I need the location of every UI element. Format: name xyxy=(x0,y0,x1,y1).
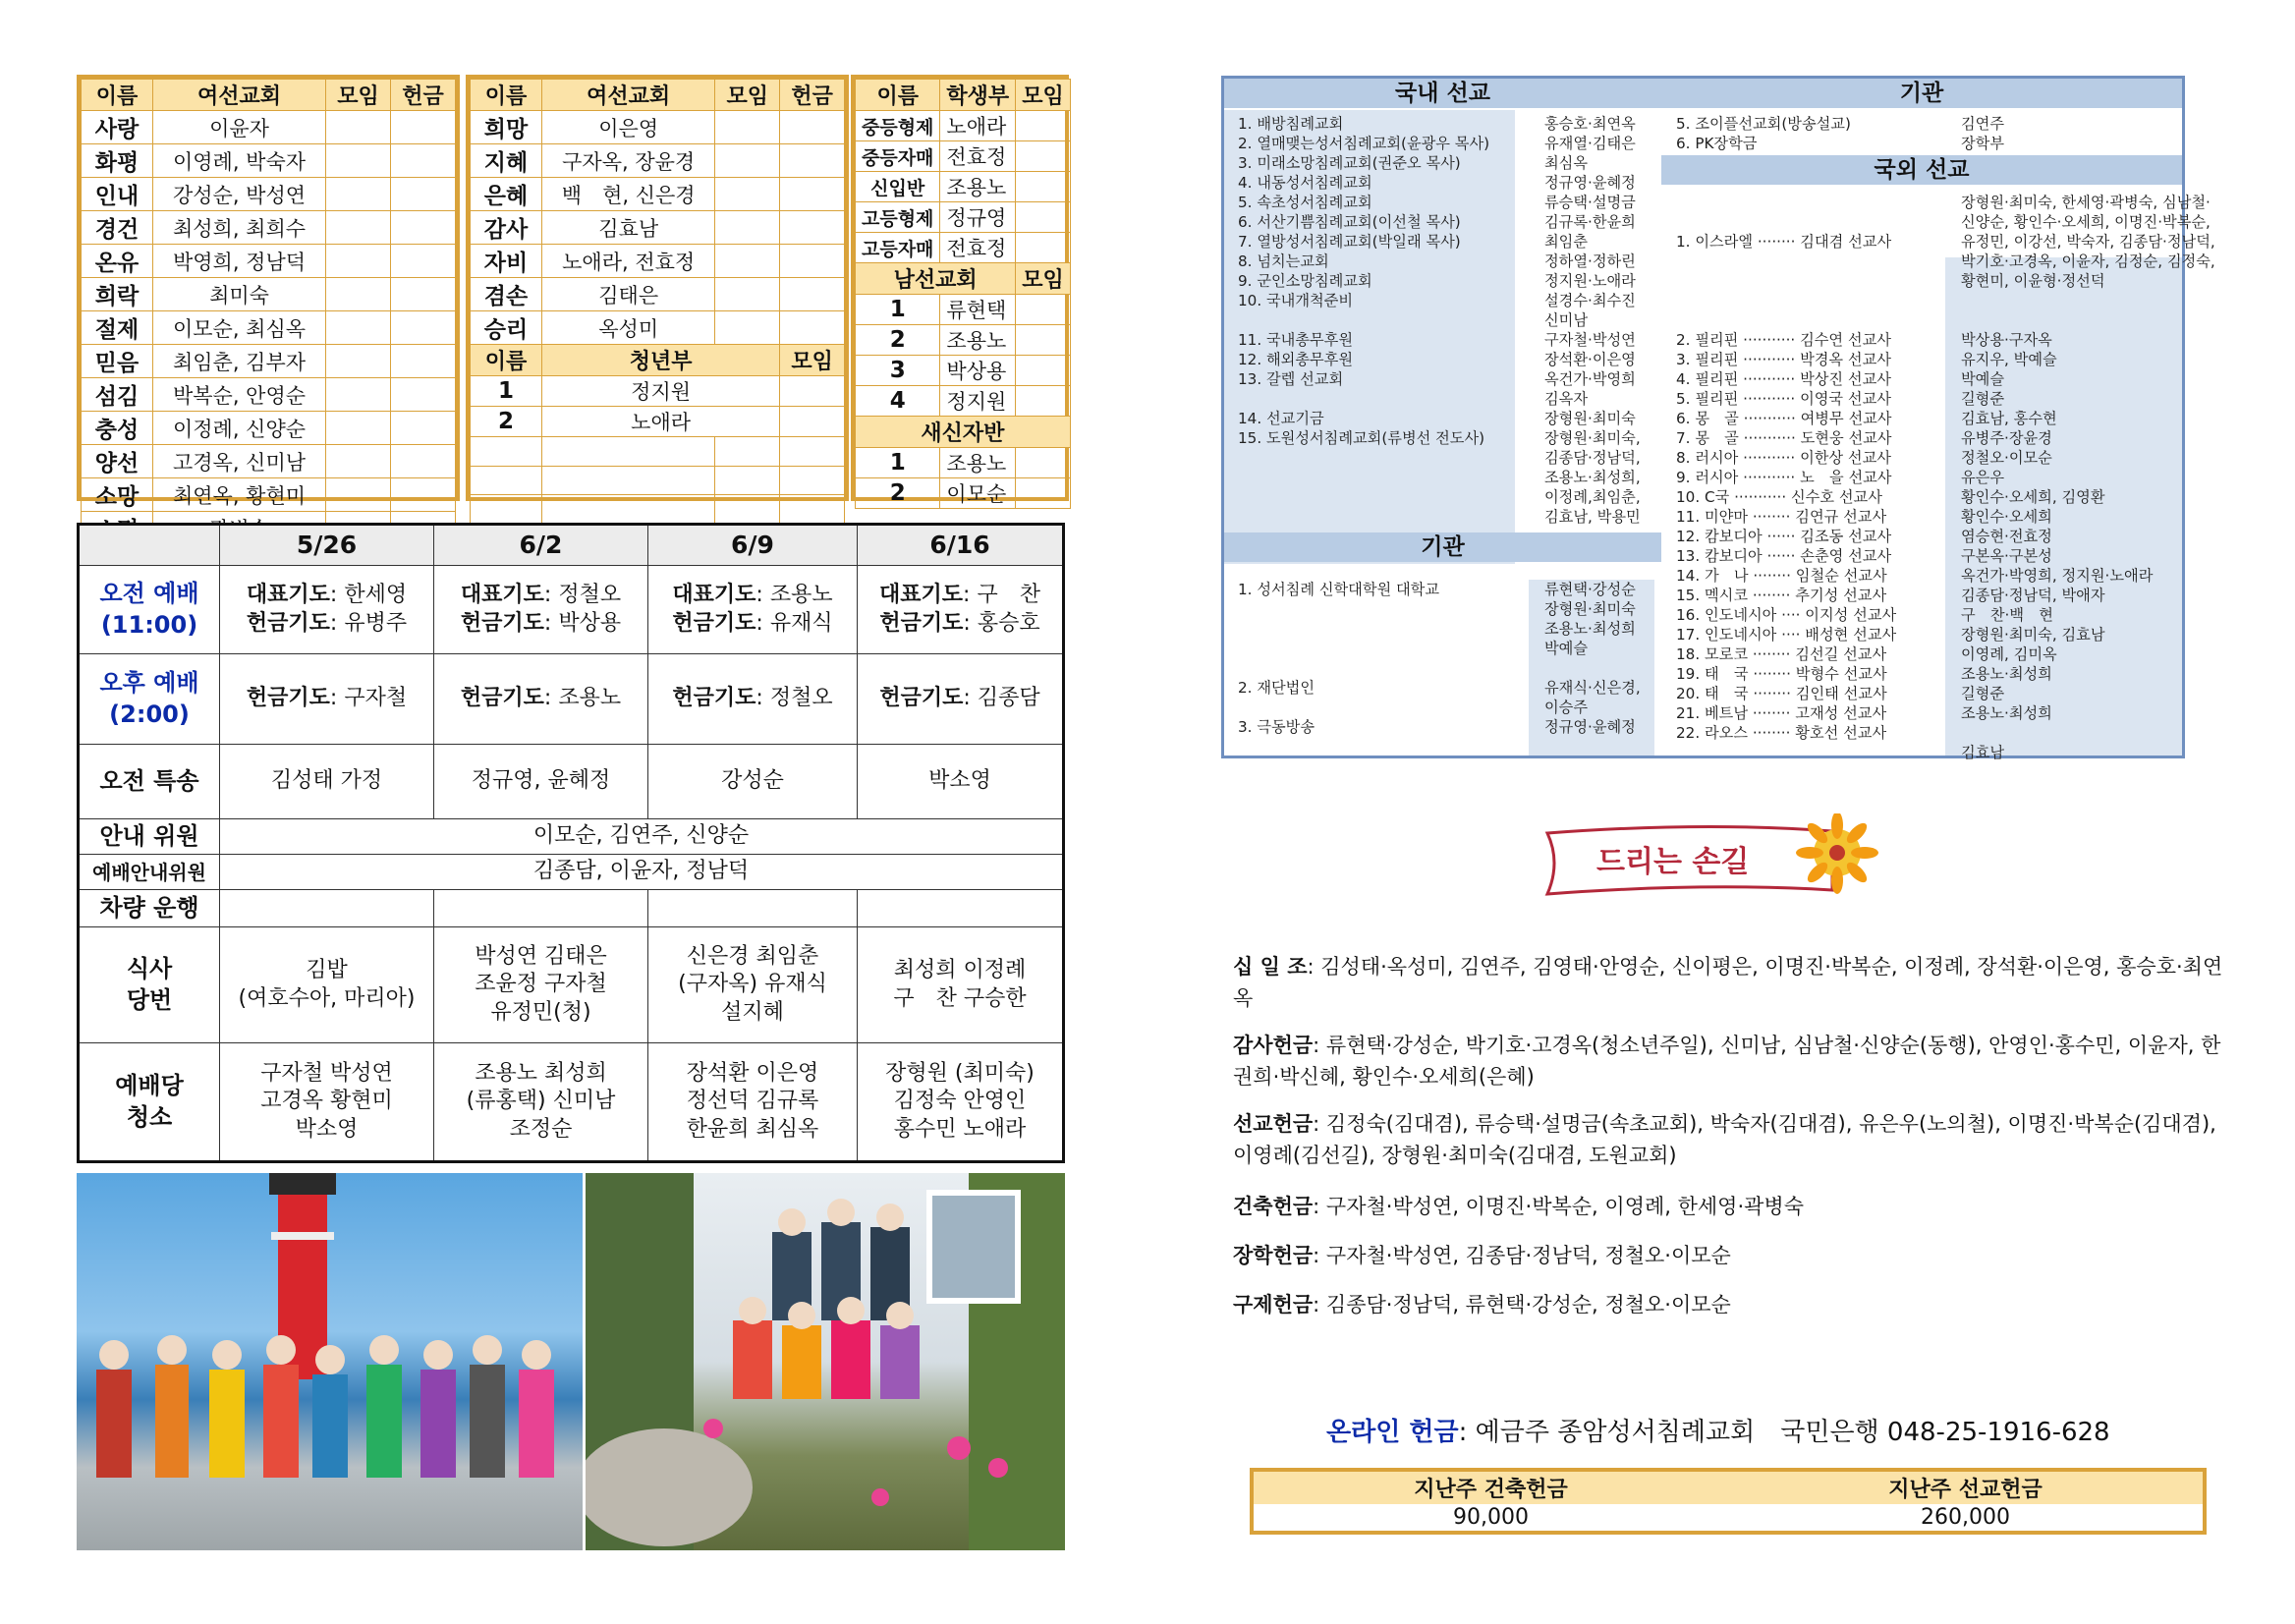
table-row xyxy=(471,178,845,211)
table-row xyxy=(82,211,456,245)
offering-prayer-label: 헌금기도 xyxy=(879,610,964,636)
morning-prayer-cell: 대표기도: 한세영 헌금기도: 유병주 xyxy=(220,566,434,654)
col-header: 남선교회 xyxy=(856,263,1016,295)
offering-names: 구자철·박성연, 김종담·정남덕, 정철오·이모순 xyxy=(1325,1244,1731,1267)
meal-duty-line: 설지혜 xyxy=(721,999,784,1025)
table-row xyxy=(82,278,456,311)
group-name: 믿음 xyxy=(82,345,153,378)
cleaning-line: 조정순 xyxy=(509,1116,573,1142)
offering-prayer-name: 유재식 xyxy=(769,610,833,636)
rep-prayer-name: 한세영 xyxy=(344,582,408,607)
group-name: 지혜 xyxy=(471,144,542,178)
col-header: 헌금 xyxy=(780,80,845,111)
organization-header: 기관 xyxy=(1661,79,2182,108)
organization-header-2: 기관 xyxy=(1224,532,1661,562)
cleaning-line: 박소영 xyxy=(295,1116,359,1142)
cleaning-cell xyxy=(434,1043,648,1162)
group-name: 4 xyxy=(856,386,940,417)
group-name: 희망 xyxy=(471,111,542,144)
offering-row: 감사헌금: 류현택·강성순, 박기호·고경옥(청소년주일), 신미남, 심남철·신양순(동행), 안영인·홍수민, 이윤자, 한권희·박신혜, 황인수·오세희(은혜) xyxy=(1233,1034,2221,1089)
meal-duty-line: 조윤정 구자철 xyxy=(475,972,607,997)
rep-prayer-name: 구 찬 xyxy=(977,582,1040,607)
offering-prayer-label: 헌금기도 xyxy=(460,610,544,636)
table-row xyxy=(856,172,1071,202)
last-week-offering-table xyxy=(1250,1468,2207,1535)
offering-prayer-label: 헌금기도 xyxy=(672,686,756,711)
col-header: 이름 xyxy=(471,345,542,376)
member-names: 김효남 xyxy=(542,211,715,245)
member-names: 강성순, 박성연 xyxy=(153,178,326,211)
building-offering-value: 90,000 xyxy=(1453,1505,1529,1530)
group-name: 경건 xyxy=(82,211,153,245)
group-name: 1 xyxy=(856,448,940,478)
group-name: 승리 xyxy=(471,311,542,345)
table-row xyxy=(856,356,1071,386)
table-row xyxy=(856,386,1071,417)
cleaning-line: 구자철 박성연 xyxy=(260,1060,393,1086)
cleaning-line: (류홍택) 신미남 xyxy=(466,1089,616,1114)
offering-prayer-name: 유병주 xyxy=(344,610,408,636)
guide-label: 안내 위원 xyxy=(79,819,220,855)
table-row xyxy=(471,211,845,245)
cleaning-line: 김정숙 안영인 xyxy=(893,1089,1027,1114)
member-names: 노애라, 전효정 xyxy=(542,245,715,278)
group-name: 1 xyxy=(856,295,940,325)
group-name: 양선 xyxy=(82,445,153,478)
rep-prayer-label: 대표기도 xyxy=(672,582,756,607)
group-name: 희락 xyxy=(82,278,153,311)
group-name: 절제 xyxy=(82,311,153,345)
meal-duty-label: 식사 당번 xyxy=(79,927,220,1043)
worship-guide-label: 예배안내위원 xyxy=(79,855,220,890)
row-number: 2 xyxy=(471,407,542,437)
date-header: 6/9 xyxy=(648,525,858,566)
member-names: 구자옥, 장윤경 xyxy=(542,144,715,178)
rep-prayer-label: 대표기도 xyxy=(879,582,964,607)
member-names: 최성희, 최희수 xyxy=(153,211,326,245)
table-row xyxy=(82,311,456,345)
morning-service-label: 오전 예배 (11:00) xyxy=(79,566,220,654)
table-row xyxy=(82,412,456,445)
member-names: 백 현, 신은경 xyxy=(542,178,715,211)
organization-list: 5. 조이플선교회(방송설교) 6. PK장학금 xyxy=(1676,115,1851,152)
cleaning-line: 정선덕 김규록 xyxy=(686,1089,819,1114)
offering-prayer-label: 헌금기도 xyxy=(246,610,330,636)
lighthouse-scene xyxy=(77,1173,583,1550)
col-header: 이름 xyxy=(856,80,940,111)
member-names: 이영례, 박숙자 xyxy=(153,144,326,178)
col-header: 청년부 xyxy=(542,345,780,376)
afternoon-prayer-cell: 헌금기도: 정철오 xyxy=(648,654,858,745)
cleaning-line: 홍수민 노애라 xyxy=(893,1116,1027,1142)
foreign-mission-list: 1. 이스라엘 ········ 김대겸 선교사 2. 필리핀 ··········· 김수연 선교사 3. 필리핀 ··········· 박경옥 선교사 4. 필리핀 ··········· 박상진 선교사 5. 필리핀 ··········· 이영국 선교사 6. 몽 골 ··········· 여병무 선교사 7. 몽 골 ··········· 도현웅 선교사 8. 러시아 ··········· 이한상 선교사 9. 러시아 ··········· 노 을 선교사 10. C국 ··········· 신수호 선교사 11. 미얀마 ········ 김연규 선교사 12. 캄보디아 ······ 김조동 선교사 13. 캄보디아 ······ 손춘영 선교사 14. 가 나 ········ 임철순 선교사 15. 멕시코 ········ 추기성 선교사 16. 인도네시아 ···· 이지성 선교사 17. 인도네시아 ···· 배성현 선교사 18. 모로코 ········ 김선길 선교사 19. 태 국 ········ 박형수 선교사 20. 태 국 ········ 김인태 선교사 21. 베트남 ········ 고재성 선교사 22. 라오스 ········ 황호선 선교사 xyxy=(1676,233,1897,742)
offering-prayer-name: 조용노 xyxy=(558,686,622,711)
member-names: 이모순 xyxy=(940,478,1016,509)
meal-duty-line: (여호수아, 마리아) xyxy=(238,985,416,1011)
group-name: 소망 xyxy=(82,478,153,512)
special-song-label: 오전 특송 xyxy=(79,745,220,819)
offering-prayer-label: 헌금기도 xyxy=(672,610,756,636)
group-name: 온유 xyxy=(82,245,153,278)
offering-prayer-name: 구자철 xyxy=(344,686,408,711)
member-names: 조용노 xyxy=(940,172,1016,202)
col-header: 헌금 xyxy=(391,80,456,111)
offering-row: 장학헌금: 구자철·박성연, 김종담·정남덕, 정철오·이모순 xyxy=(1233,1244,1731,1267)
group-name: 2 xyxy=(856,325,940,356)
group-name: 중등형제 xyxy=(856,111,940,141)
member-names: 최연옥, 황현미 xyxy=(153,478,326,512)
member-names: 노애라 xyxy=(542,407,780,437)
offering-prayer-label: 헌금기도 xyxy=(879,686,964,711)
group-name: 신입반 xyxy=(856,172,940,202)
cleaning-line: 고경옥 황현미 xyxy=(260,1089,393,1114)
col-header: 모임 xyxy=(715,80,780,111)
meal-duty-cell xyxy=(648,927,858,1043)
member-names: 류현택 xyxy=(940,295,1016,325)
cleaning-cell xyxy=(858,1043,1064,1162)
afternoon-prayer-cell: 헌금기도: 김종담 xyxy=(858,654,1064,745)
meal-duty-cell xyxy=(858,927,1064,1043)
group-name: 은혜 xyxy=(471,178,542,211)
col-header: 모임 xyxy=(780,345,845,376)
afternoon-prayer-cell: 헌금기도: 조용노 xyxy=(434,654,648,745)
building-offering-label: 지난주 건축헌금 xyxy=(1414,1478,1568,1502)
offering-label: 건축헌금 xyxy=(1233,1195,1314,1218)
group-name: 감사 xyxy=(471,211,542,245)
table-row xyxy=(471,407,845,437)
member-names: 김태은 xyxy=(542,278,715,311)
photo-house-group xyxy=(586,1173,1065,1550)
cleaning-line: 한윤희 최심옥 xyxy=(686,1116,819,1142)
member-names: 최임춘, 김부자 xyxy=(153,345,326,378)
offering-title: 드리는 손길 xyxy=(1596,845,1750,879)
member-names: 이모순, 최심옥 xyxy=(153,311,326,345)
table-row xyxy=(856,448,1071,478)
mission-support-box xyxy=(1221,76,2215,761)
table-row xyxy=(856,141,1071,172)
special-song-cell: 강성순 xyxy=(648,745,858,819)
table-row xyxy=(856,295,1071,325)
photo-lighthouse-group xyxy=(77,1173,583,1550)
table-row xyxy=(82,445,456,478)
offering-names: 김정숙(김대겸), 류승택·설명금(속초교회), 박숙자(김대겸), 유은우(노의철), 이명진·박복순(김대겸), 이영례(김선길), 장형원·최미숙(김대겸, 도원교회) xyxy=(1233,1112,2216,1167)
offering-prayer-name: 홍승호 xyxy=(977,610,1040,636)
women-mission-table-1 xyxy=(77,75,460,510)
organization-people-2: 류현택·강성순 장형원·최미숙 조용노·최성희 박예슬 유재식·신은경, 이승주 정규영·윤혜정 xyxy=(1544,581,1641,736)
cleaning-cell xyxy=(648,1043,858,1162)
meal-duty-line: 박성연 김태은 xyxy=(475,943,607,969)
service-schedule-table xyxy=(77,523,1065,1163)
group-name: 고등자매 xyxy=(856,233,940,263)
member-names: 박복순, 안영순 xyxy=(153,378,326,412)
meal-duty-cell xyxy=(220,927,434,1043)
member-names: 정지원 xyxy=(542,376,780,407)
offering-label: 선교헌금 xyxy=(1233,1112,1314,1136)
table-row xyxy=(82,478,456,512)
table-row xyxy=(82,144,456,178)
organization-list-2: 1. 성서침례 신학대학원 대학교 2. 재단법인 3. 극동방송 xyxy=(1238,581,1440,736)
online-offering-account: : 예금주 종암성서침례교회 국민은행 048-25-1916-628 xyxy=(1458,1418,2110,1447)
meal-duty-line: 김밥 xyxy=(306,957,348,982)
group-name: 2 xyxy=(856,478,940,509)
member-names: 조용노 xyxy=(940,325,1016,356)
col-header: 모임 xyxy=(326,80,391,111)
online-offering-line xyxy=(1326,1412,2110,1448)
member-names: 전효정 xyxy=(940,141,1016,172)
table-row xyxy=(82,245,456,278)
foreign-mission-people: 장형원·최미숙, 한세영·곽병숙, 심남철· 신양순, 황인수·오세희, 이명진·박복순, 유정민, 이강선, 박숙자, 김종담·정남덕, 박기호·고경옥, 이윤자, 김정순, 김정숙, 황현미, 이윤형·정선덕 박상용·구자옥 유지우, 박예슬 박예슬 길형준 김효남, 홍수현 유병주·장윤경 정철오·이모순 유은우 황인수·오세희, 김영환 황인수·오세희 염승현·전효정 구본옥·구본성 옥건가·박영희, 정지원·노애라 김종담·정남덕, 박애자 구 찬·백 현 장형원·최미숙, 김효남 이영례, 김미옥 조용노·최성희 길형준 조용노·최성희 김효남 xyxy=(1961,194,2215,761)
offering-label: 구제헌금 xyxy=(1233,1293,1314,1316)
table-row xyxy=(471,245,845,278)
domestic-mission-header: 국내 선교 xyxy=(1224,79,1661,108)
table-row xyxy=(856,202,1071,233)
offering-label: 장학헌금 xyxy=(1233,1244,1314,1267)
offering-names: 김종담·정남덕, 류현택·강성순, 정철오·이모순 xyxy=(1325,1293,1731,1316)
meal-duty-line: 구 찬 구승한 xyxy=(893,985,1027,1011)
table-row xyxy=(82,111,456,144)
col-header: 여선교회 xyxy=(153,80,326,111)
member-names: 이은영 xyxy=(542,111,715,144)
col-header: 모임 xyxy=(1016,263,1071,295)
mission-offering-label: 지난주 선교헌금 xyxy=(1888,1478,2043,1502)
meal-duty-line: 최성희 이정례 xyxy=(893,957,1027,982)
morning-prayer-cell: 대표기도: 구 찬 헌금기도: 홍승호 xyxy=(858,566,1064,654)
col-header: 이름 xyxy=(471,80,542,111)
member-names: 전효정 xyxy=(940,233,1016,263)
student-table xyxy=(851,75,1069,506)
member-names: 최미숙 xyxy=(153,278,326,311)
group-name: 고등형제 xyxy=(856,202,940,233)
table-row xyxy=(82,345,456,378)
col-header: 학생부 xyxy=(940,80,1016,111)
online-offering-label: 온라인 헌금 xyxy=(1326,1418,1459,1447)
special-song-cell: 박소영 xyxy=(858,745,1064,819)
table-row xyxy=(471,111,845,144)
afternoon-service-label: 오후 예배 (2:00) xyxy=(79,654,220,745)
offering-names: 구자철·박성연, 이명진·박복순, 이영례, 한세영·곽병숙 xyxy=(1325,1195,1805,1218)
vehicle-label: 차량 운행 xyxy=(79,890,220,927)
group-name: 3 xyxy=(856,356,940,386)
special-song-cell: 정규영, 윤혜정 xyxy=(434,745,648,819)
row-number: 1 xyxy=(471,376,542,407)
offering-prayer-label: 헌금기도 xyxy=(460,686,544,711)
col-header: 여선교회 xyxy=(542,80,715,111)
member-names: 노애라 xyxy=(940,111,1016,141)
women-mission-table-2 xyxy=(466,75,849,501)
offering-prayer-name: 김종담 xyxy=(977,686,1040,711)
meal-duty-line: (구자옥) 유재식 xyxy=(678,972,827,997)
special-song-cell: 김성태 가정 xyxy=(220,745,434,819)
table-row xyxy=(856,111,1071,141)
table-row xyxy=(471,144,845,178)
col-header: 이름 xyxy=(82,80,153,111)
table-row xyxy=(471,278,845,311)
table-row xyxy=(82,178,456,211)
offering-prayer-name: 박상용 xyxy=(558,610,622,636)
member-names: 이윤자 xyxy=(153,111,326,144)
member-names: 고경옥, 신미남 xyxy=(153,445,326,478)
col-header: 새신자반 xyxy=(856,417,1071,448)
rep-prayer-label: 대표기도 xyxy=(460,582,544,607)
date-header: 5/26 xyxy=(220,525,434,566)
member-names: 박상용 xyxy=(940,356,1016,386)
group-name: 자비 xyxy=(471,245,542,278)
table-row xyxy=(471,376,845,407)
rep-prayer-label: 대표기도 xyxy=(246,582,330,607)
morning-prayer-cell: 대표기도: 조용노 헌금기도: 유재식 xyxy=(648,566,858,654)
member-names: 옥성미 xyxy=(542,311,715,345)
table-row xyxy=(856,325,1071,356)
offering-row: 건축헌금: 구자철·박성연, 이명진·박복순, 이영례, 한세영·곽병숙 xyxy=(1233,1195,1805,1218)
table-row xyxy=(471,311,845,345)
offering-row: 십 일 조: 김성태·옥성미, 김연주, 김영태·안영순, 신이평은, 이명진·박복순, 이정례, 장석환·이은영, 홍승호·최연옥 xyxy=(1233,955,2223,1010)
date-header: 6/2 xyxy=(434,525,648,566)
member-names: 박영희, 정남덕 xyxy=(153,245,326,278)
member-names: 정지원 xyxy=(940,386,1016,417)
table-row xyxy=(856,233,1071,263)
offering-label: 감사헌금 xyxy=(1233,1034,1314,1057)
offering-prayer-label: 헌금기도 xyxy=(246,686,330,711)
group-name: 겸손 xyxy=(471,278,542,311)
cleaning-cell xyxy=(220,1043,434,1162)
cleaning-line: 장형원 (최미숙) xyxy=(885,1060,1035,1086)
group-name: 사랑 xyxy=(82,111,153,144)
domestic-mission-list: 1. 배방침례교회 2. 열매맺는성서침례교회(윤광우 목사) 3. 미래소망침례교회(권준오 목사) 4. 내동성서침례교회 5. 속초성서침례교회 6. 서산기쁨침례교회(이선철 목사) 7. 열방성서침례교회(박일래 목사) 8. 넘치는교회 9. 군인소망침례교회 10. 국내개척준비 11. 국내총무후원 12. 해외총무후원 13. 갈렙 선교회 14. 선교기금 15. 도원성서침례교회(류병선 전도사) xyxy=(1238,115,1490,447)
cleaning-label: 예배당 청소 xyxy=(79,1043,220,1162)
date-header: 6/16 xyxy=(858,525,1064,566)
cleaning-line: 조용노 최성희 xyxy=(475,1060,607,1086)
guide-cell: 이모순, 김연주, 신양순 xyxy=(220,819,1064,855)
table-row xyxy=(82,378,456,412)
domestic-mission-people: 홍승호·최연옥 유재열·김태은 최심옥 정규영·윤혜정 류승택·설명금 김규록·한윤희 최임춘 정하열·정하린 정지원·노애라 설경수·최수진 신미남 구자철·박성연 장석환·이은영 옥건가·박영희 김옥자 장형원·최미숙 장형원·최미숙, 김종담·정남덕, 조용노·최성희, 이정례,최임춘, 김효남, 박용민 xyxy=(1544,115,1641,526)
offering-banner xyxy=(1538,813,1883,902)
group-name: 인내 xyxy=(82,178,153,211)
group-name: 충성 xyxy=(82,412,153,445)
offering-row: 선교헌금: 김정숙(김대겸), 류승택·설명금(속초교회), 박숙자(김대겸), 유은우(노의철), 이명진·박복순(김대겸), 이영례(김선길), 장형원·최미숙(김대겸, 도원교회) xyxy=(1233,1112,2216,1167)
offering-row: 구제헌금: 김종담·정남덕, 류현택·강성순, 정철오·이모순 xyxy=(1233,1293,1731,1316)
mission-offering-value: 260,000 xyxy=(1921,1505,2010,1530)
organization-people: 김연주 장학부 xyxy=(1961,115,2005,152)
cleaning-line: 장석환 이은영 xyxy=(686,1060,819,1086)
offering-names: 류현택·강성순, 박기호·고경옥(청소년주일), 신미남, 심남철·신양순(동행), 안영인·홍수민, 이윤자, 한권희·박신혜, 황인수·오세희(은혜) xyxy=(1233,1034,2221,1089)
group-name: 화평 xyxy=(82,144,153,178)
afternoon-prayer-cell: 헌금기도: 구자철 xyxy=(220,654,434,745)
house-scene xyxy=(586,1173,1065,1550)
offering-prayer-name: 정철오 xyxy=(769,686,833,711)
foreign-mission-header: 국외 선교 xyxy=(1661,155,2182,185)
member-names: 조용노 xyxy=(940,448,1016,478)
morning-prayer-cell: 대표기도: 정철오 헌금기도: 박상용 xyxy=(434,566,648,654)
group-name: 섬김 xyxy=(82,378,153,412)
member-names: 이정례, 신양순 xyxy=(153,412,326,445)
meal-duty-line: 유정민(청) xyxy=(490,999,591,1025)
offering-names: 김성태·옥성미, 김연주, 김영태·안영순, 신이평은, 이명진·박복순, 이정례, 장석환·이은영, 홍승호·최연옥 xyxy=(1233,955,2223,1010)
group-name: 중등자매 xyxy=(856,141,940,172)
rep-prayer-name: 정철오 xyxy=(558,582,622,607)
offering-label: 십 일 조 xyxy=(1233,955,1308,979)
col-header: 모임 xyxy=(1016,80,1071,111)
worship-guide-cell: 김종담, 이윤자, 정남덕 xyxy=(220,855,1064,890)
table-row xyxy=(856,478,1071,509)
meal-duty-line: 신은경 최임춘 xyxy=(686,943,819,969)
rep-prayer-name: 조용노 xyxy=(769,582,833,607)
member-names: 정규영 xyxy=(940,202,1016,233)
meal-duty-cell xyxy=(434,927,648,1043)
